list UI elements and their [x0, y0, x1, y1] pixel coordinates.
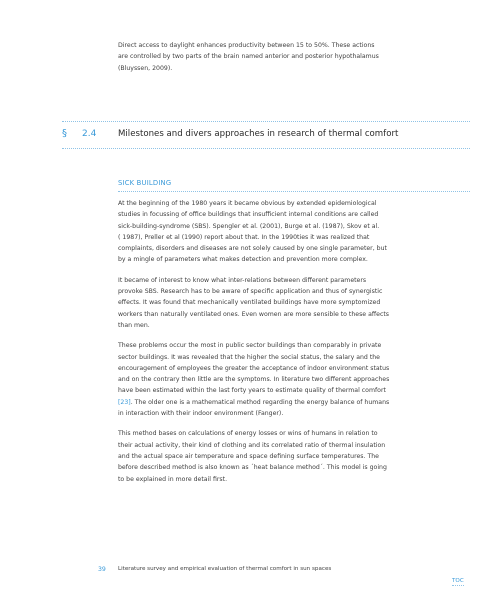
intro-paragraph — [118, 40, 470, 74]
text-line: have been estimated within the last forty years to estimate quality of thermal comfort — [118, 387, 386, 395]
paragraph-4 — [118, 428, 470, 484]
text-line: by a mingle of parameters what makes detection and prevention more complex. — [118, 256, 368, 264]
page-number: 39 — [98, 566, 106, 573]
text-line: encouragement of employees the greater the acceptance of indoor environment status — [118, 364, 390, 372]
text-line: At the beginning of the 1980 years it became obvious by extended epidemiological — [118, 200, 377, 207]
text-line: before described method is also known as ´heat balance method´. This model is going — [118, 464, 387, 472]
paragraph-1 — [118, 198, 470, 266]
subsection-title: SICK BUILDING — [118, 179, 470, 192]
text-line: sector buildings. It was revealed that the higher the social status, the salary and the — [118, 353, 380, 361]
text-line: . The older one is a mathematical method regarding the energy balance of humans — [130, 398, 390, 406]
citation-link[interactable]: [23] — [118, 398, 131, 406]
intro-line: Direct access to daylight enhances productivity between 15 to 50%. These actions — [118, 42, 375, 49]
text-line: their actual activity, their kind of clothing and its correlated ratio of thermal insulation — [118, 441, 386, 449]
section-title: Milestones and divers approaches in research of thermal comfort — [118, 129, 399, 139]
text-line: in interaction with their indoor environment (Fanger). — [118, 410, 284, 418]
text-line: provoke SBS. Research has to be aware of specific application and thus of synergistic — [118, 288, 383, 296]
text-line: workers than naturally ventilated ones. Even women are more sensible to these affects — [118, 310, 389, 318]
text-line: This method bases on calculations of energy losses or wins of humans in relation to — [118, 430, 378, 438]
section-number: 2.4 — [82, 129, 97, 139]
intro-line: (Bluyssen, 2009). — [118, 64, 173, 72]
text-line: sick-building-syndrome (SBS). Spengler et al. (2001), Burge et al. (1987), Skov et al. — [118, 222, 380, 230]
toc-link[interactable]: TOC — [452, 578, 464, 584]
text-line: These problems occur the most in public sector buildings than comparably in private — [118, 342, 382, 350]
intro-line: are controlled by two parts of the brain named anterior and posterior hypothalamus — [118, 53, 379, 61]
text-line: to be explained in more detail first. — [118, 475, 228, 483]
section-symbol: § — [62, 128, 67, 139]
paragraph-2 — [118, 275, 470, 331]
text-line: and on the contrary then little are the symptoms. In literature two different approaches — [118, 376, 390, 384]
text-line: than men. — [118, 321, 150, 329]
running-title: Literature survey and empirical evaluation of thermal comfort in sun spaces — [118, 566, 332, 572]
paragraph-3 — [118, 340, 470, 419]
text-line: It became of interest to know what inter-relations between different parameters — [118, 276, 367, 284]
body-text — [118, 198, 470, 494]
text-line: studies in focussing of office buildings that insufficient internal conditions are called — [118, 211, 379, 219]
text-line: complaints, disorders and diseases are not solely caused by one single parameter, but — [118, 245, 387, 253]
text-line: ( 1987), Preller et al (1990) report about that. In the 1990ties it was realized that — [118, 233, 370, 241]
text-line: and the actual space air temperature and space defining surface temperatures. The — [118, 452, 379, 460]
text-line: effects. It was found that mechanically ventilated buildings have more symptomized — [118, 299, 381, 307]
section-heading — [62, 121, 470, 149]
